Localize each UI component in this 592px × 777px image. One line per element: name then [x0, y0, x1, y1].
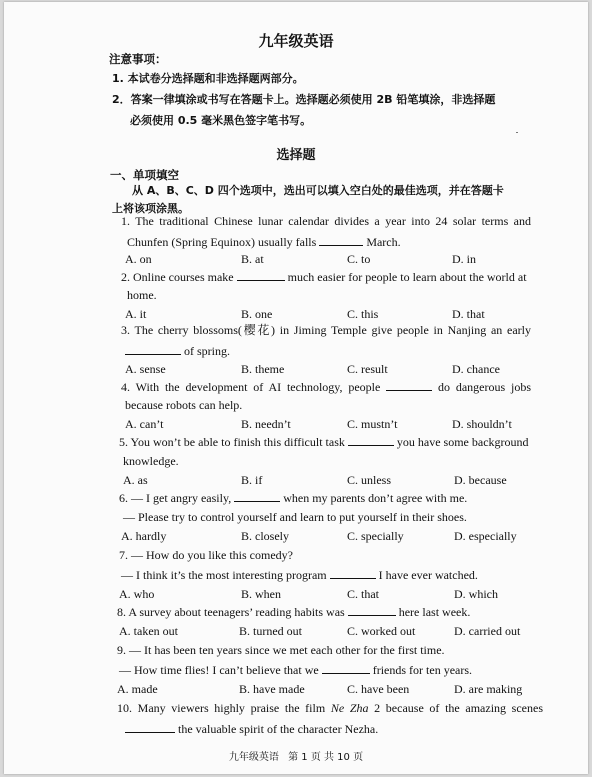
question-9-text-b: friends for ten years. — [372, 663, 473, 677]
question-6-option-b: B. closely — [241, 529, 289, 543]
question-5-text-a: 5. You won’t be able to finish this difficult task — [119, 435, 345, 449]
question-8-option-c: C. worked out — [347, 624, 416, 638]
question-6-line-1 — [119, 490, 467, 505]
question-8-option-b: B. turned out — [239, 624, 302, 638]
instruction-line-1: 从 A、B、C、D 四个选项中，选出可以填入空白处的最佳选项，并在答题卡 — [132, 184, 504, 197]
question-1-option-a: A. on — [125, 252, 152, 266]
answer-blank — [234, 490, 280, 502]
scan-mark — [516, 132, 518, 133]
question-3-option-d: D. chance — [452, 362, 500, 376]
question-10-line-1 — [117, 701, 543, 715]
question-2-line-1 — [121, 269, 527, 284]
question-7-text-b: I have ever watched. — [378, 568, 478, 582]
question-3-text-b: of spring. — [184, 344, 230, 358]
question-7-line-1: 7. — How do you like this comedy? — [119, 548, 293, 562]
question-1-option-c: C. to — [347, 252, 371, 266]
answer-blank — [125, 343, 181, 355]
question-7-option-a: A. who — [119, 587, 155, 601]
question-2-option-d: D. that — [452, 307, 485, 321]
question-8-option-d: D. carried out — [454, 624, 521, 638]
page-title: 九年级英语 — [258, 32, 334, 50]
question-9-option-b: B. have made — [239, 682, 305, 696]
exam-page — [4, 2, 588, 774]
question-2-option-b: B. one — [241, 307, 273, 321]
question-3-option-b: B. theme — [241, 362, 285, 376]
question-5-text-b: you have some background — [396, 435, 529, 449]
question-6-option-c: C. specially — [347, 529, 404, 543]
question-9-line-2 — [119, 662, 472, 677]
question-10-line-2 — [125, 721, 378, 736]
question-4-option-b: B. needn’t — [241, 417, 291, 431]
question-10-text-a: 10. Many viewers highly praise the film — [117, 701, 326, 715]
answer-blank — [319, 234, 363, 246]
question-6-option-d: D. especially — [454, 529, 517, 543]
question-1-line-1: 1. The traditional Chinese lunar calendar divides a year into 24 solar terms and — [121, 214, 531, 228]
question-6-option-a: A. hardly — [121, 529, 167, 543]
question-1-text-b: March. — [366, 235, 401, 249]
question-3-line-1: 3. The cherry blossoms(樱花) in Jiming Temple give people in Nanjing an early — [121, 323, 531, 337]
answer-blank — [348, 434, 394, 446]
question-2-option-c: C. this — [347, 307, 379, 321]
question-1-line-2 — [127, 234, 401, 249]
question-5-option-d: D. because — [454, 473, 507, 487]
question-7-option-c: C. that — [347, 587, 379, 601]
note-2-cont: 必须使用 0.5 毫米黑色签字笔书写。 — [130, 114, 312, 127]
page-footer — [4, 748, 588, 763]
note-1: 1. 本试卷分选择题和非选择题两部分。 — [112, 72, 304, 85]
question-3-option-c: C. result — [347, 362, 388, 376]
question-6-text-b: when my parents don’t agree with me. — [283, 491, 468, 505]
question-5-option-c: C. unless — [347, 473, 392, 487]
answer-blank — [125, 721, 175, 733]
question-4-option-a: A. can’t — [125, 417, 164, 431]
question-2-line-2: home. — [127, 288, 157, 302]
question-3-line-2 — [125, 343, 230, 358]
part-heading: 一、单项填空 — [110, 168, 179, 182]
question-8-text-a: 8. A survey about teenagers’ reading habits was — [117, 605, 345, 619]
question-5-line-1 — [119, 434, 529, 449]
question-6-text-a: 6. — I get angry easily, — [119, 491, 232, 505]
answer-blank — [237, 269, 285, 281]
question-1-option-b: B. at — [241, 252, 264, 266]
question-4-line-2: because robots can help. — [125, 398, 243, 412]
instruction-line-2: 上将该项涂黑。 — [112, 202, 189, 215]
section-title: 选择题 — [276, 148, 316, 163]
answer-blank — [330, 567, 376, 579]
question-2-text-b: much easier for people to learn about the world at — [287, 270, 527, 284]
question-8-text-b: here last week. — [398, 605, 471, 619]
question-9-option-d: D. are making — [454, 682, 523, 696]
question-10-text-b: 2 because of the amazing scenes — [374, 701, 543, 715]
question-7-line-2 — [121, 567, 478, 582]
question-4-option-c: C. mustn’t — [347, 417, 398, 431]
question-5-option-b: B. if — [241, 473, 263, 487]
question-9-line-1: 9. — It has been ten years since we met each other for the first time. — [117, 643, 445, 657]
question-1-option-d: D. in — [452, 252, 476, 266]
question-4-text-b: do dangerous jobs — [438, 380, 532, 394]
answer-blank — [348, 604, 396, 616]
question-4-text-a: 4. With the development of AI technology, people — [121, 380, 381, 394]
question-9-text-a: — How time flies! I can’t believe that we — [119, 663, 319, 677]
question-6-line-2: — Please try to control yourself and learn to put yourself in their shoes. — [123, 510, 467, 524]
question-7-option-d: D. which — [454, 587, 498, 601]
question-1-text-a: Chunfen (Spring Equinox) usually falls — [127, 235, 317, 249]
footer-subject: 九年级英语 — [228, 752, 279, 763]
question-2-option-a: A. it — [125, 307, 147, 321]
part-instruction — [112, 182, 532, 218]
question-2-text-a: 2. Online courses make — [121, 270, 234, 284]
question-9-option-c: C. have been — [347, 682, 410, 696]
question-4-option-d: D. shouldn’t — [452, 417, 512, 431]
question-7-option-b: B. when — [241, 587, 281, 601]
question-8-option-a: A. taken out — [119, 624, 178, 638]
answer-blank — [322, 662, 370, 674]
footer-page: 第 1 页 共 10 页 — [288, 752, 364, 763]
question-8-line-1 — [117, 604, 470, 619]
question-7-text-a: — I think it’s the most interesting program — [121, 568, 327, 582]
question-9-option-a: A. made — [117, 682, 158, 696]
question-3-option-a: A. sense — [125, 362, 166, 376]
question-4-line-1 — [121, 379, 531, 394]
answer-blank — [386, 379, 432, 391]
question-5-option-a: A. as — [123, 473, 148, 487]
question-5-line-2: knowledge. — [123, 454, 179, 468]
note-2: 2．答案一律填涂或书写在答题卡上。选择题必须使用 2B 铅笔填涂，非选择题 — [112, 93, 496, 106]
notes-heading: 注意事项： — [109, 52, 167, 66]
film-title: Ne Zha — [330, 701, 369, 715]
question-10-text-b2: the valuable spirit of the character Nezha. — [178, 722, 379, 736]
